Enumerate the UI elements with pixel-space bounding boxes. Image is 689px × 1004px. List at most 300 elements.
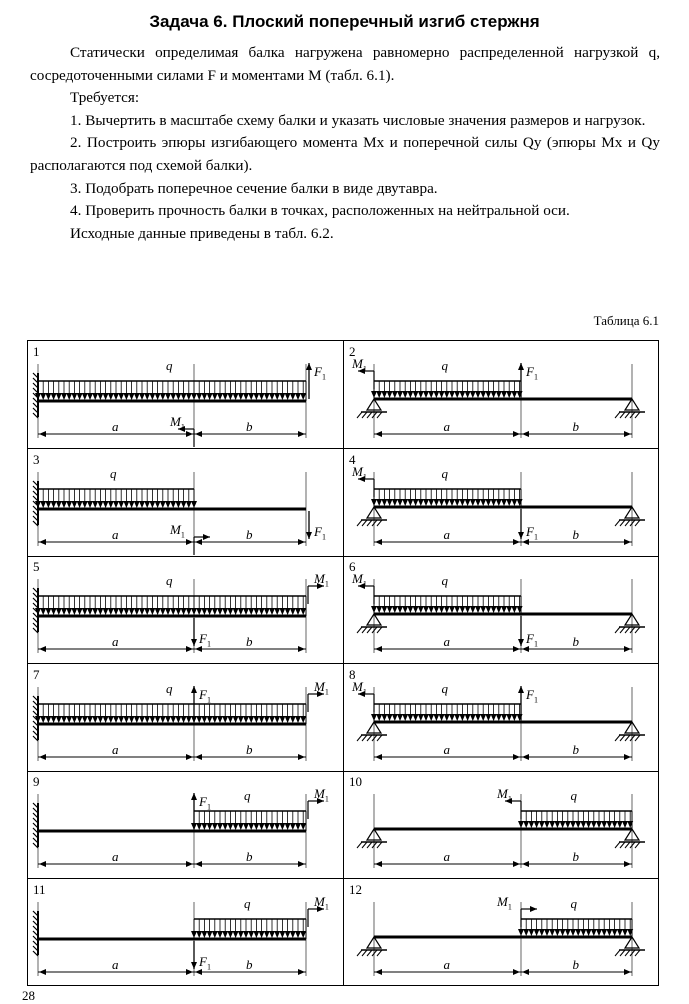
distributed-load-arrow-head <box>560 929 566 936</box>
distributed-load-arrow-head <box>407 714 413 721</box>
distributed-load-arrow-head <box>248 608 254 615</box>
support-hatch <box>377 627 382 633</box>
distributed-load-arrow-head <box>118 716 124 723</box>
distributed-load-arrow-head <box>201 716 207 723</box>
distributed-load-arrow-head <box>397 714 403 721</box>
dimension-arrow-head <box>195 431 202 437</box>
distributed-load-arrow-head <box>454 714 460 721</box>
paragraph-item-3: 3. Подобрать поперечное сечение балки в виде двутавра. <box>70 179 438 197</box>
distributed-load-arrow-head <box>113 501 119 508</box>
scheme-cell-7 <box>28 664 344 771</box>
dimension-arrow-head <box>298 431 305 437</box>
distributed-load-arrow-head <box>506 391 512 398</box>
distributed-load-arrow-head <box>40 501 46 508</box>
scheme-cell-12 <box>344 879 660 986</box>
distributed-load-arrow-head <box>517 714 523 721</box>
distributed-load-arrow-head <box>413 391 419 398</box>
distributed-load-arrow-head <box>480 606 486 613</box>
distributed-load-arrow-head <box>238 716 244 723</box>
scheme-number: 9 <box>33 774 40 790</box>
support-hatch <box>372 842 377 848</box>
distributed-load-arrow-head <box>376 606 382 613</box>
distributed-load-arrow-head <box>470 606 476 613</box>
distributed-load-arrow-head <box>295 716 301 723</box>
dimension-label-a: a <box>443 526 450 542</box>
dimension-label-a: a <box>112 849 119 865</box>
distributed-load-arrow-head <box>82 716 88 723</box>
beam-scheme-drawing <box>28 556 344 663</box>
distributed-load-arrow-head <box>491 606 497 613</box>
distributed-load-arrow-head <box>222 393 228 400</box>
distributed-load-arrow-head <box>212 393 218 400</box>
distributed-load-arrow-head <box>596 929 602 936</box>
distributed-load-arrow-head <box>97 608 103 615</box>
distributed-load-arrow-head <box>491 714 497 721</box>
distributed-load-arrow-head <box>387 391 393 398</box>
distributed-load-arrow-head <box>376 714 382 721</box>
distributed-load-arrow-head <box>475 714 481 721</box>
dimension-arrow-head <box>375 539 382 545</box>
distributed-load-arrow-head <box>71 393 77 400</box>
distributed-load-arrow-head <box>290 393 296 400</box>
distributed-load-arrow-head <box>433 714 439 721</box>
support-hatch <box>625 627 630 633</box>
distributed-load-arrow-head <box>103 501 109 508</box>
distributed-load-arrow-head <box>238 931 244 938</box>
distributed-load-arrow-head <box>207 608 213 615</box>
distributed-load-arrow-head <box>387 499 393 506</box>
distributed-load-arrow-head <box>66 608 72 615</box>
support-hatch <box>635 412 640 418</box>
distributed-load-arrow-head <box>103 608 109 615</box>
distributed-load-arrow-head <box>496 606 502 613</box>
distributed-load-arrow-head <box>444 499 450 506</box>
paragraph-item-1: 1. Вычертить в масштабе схему балки и указать числовые значения размеров и нагрузок. <box>70 111 646 129</box>
support-hatch <box>625 520 630 526</box>
support-hatch <box>635 842 640 848</box>
distributed-load-arrow-head <box>534 929 540 936</box>
dimension-arrow-head <box>624 861 631 867</box>
distributed-load-arrow-head <box>61 716 67 723</box>
scheme-number: 10 <box>349 774 362 790</box>
distributed-load-arrow-head <box>77 501 83 508</box>
distributed-load-arrow-head <box>528 929 534 936</box>
distributed-load-arrow-head <box>134 716 140 723</box>
distributed-load-arrow-head <box>207 823 213 830</box>
distributed-load-arrow-head <box>290 608 296 615</box>
distributed-load-arrow-head <box>217 823 223 830</box>
distributed-load-arrow-head <box>517 391 523 398</box>
dimension-arrow-head <box>195 861 202 867</box>
distributed-load-arrow-head <box>517 606 523 613</box>
distributed-load-arrow-head <box>470 391 476 398</box>
distributed-load-arrow-head <box>428 391 434 398</box>
support-hatch <box>377 950 382 956</box>
support-hatch <box>377 412 382 418</box>
distributed-load-arrow-head <box>418 391 424 398</box>
distributed-load-arrow-head <box>580 821 586 828</box>
scheme-cell-8 <box>344 664 660 771</box>
distributed-load-arrow-head <box>165 393 171 400</box>
distributed-load-arrow-head <box>539 821 545 828</box>
distributed-load-arrow-head <box>501 391 507 398</box>
dimension-arrow-head <box>375 969 382 975</box>
distributed-load-arrow-head <box>51 393 57 400</box>
distributed-load-arrow-head <box>397 606 403 613</box>
distributed-load-arrow-head <box>196 393 202 400</box>
support-hatch <box>367 735 372 741</box>
scheme-number: 1 <box>33 344 40 359</box>
distributed-load-arrow-head <box>144 501 150 508</box>
support-hatch <box>362 520 367 526</box>
distributed-load-arrow-head <box>217 931 223 938</box>
support-hatch <box>620 842 625 848</box>
distributed-load-arrow-head <box>222 716 228 723</box>
distributed-load-arrow-head <box>444 391 450 398</box>
distributed-load-arrow-head <box>622 821 628 828</box>
distributed-load-arrow-head <box>40 716 46 723</box>
distributed-load-arrow-head <box>139 716 145 723</box>
distributed-load-arrow-head <box>45 501 51 508</box>
distributed-load-arrow-head <box>392 391 398 398</box>
moment-label-M1: $M_1$ <box>314 894 329 912</box>
distributed-load-arrow-head <box>423 606 429 613</box>
distributed-load-arrow-head <box>517 499 523 506</box>
table-label: Таблица 6.1 <box>593 313 659 328</box>
dimension-arrow-head <box>513 969 520 975</box>
dimension-arrow-head <box>522 754 529 760</box>
scheme-number: 11 <box>33 882 46 897</box>
scheme-cell-3 <box>28 449 344 556</box>
dimension-label-a: a <box>443 957 450 972</box>
load-label-q: q <box>441 358 448 373</box>
distributed-load-arrow-head <box>397 391 403 398</box>
distributed-load-arrow-head <box>243 931 249 938</box>
distributed-load-arrow-head <box>575 929 581 936</box>
moment-label-M1: $M_1$ <box>352 463 367 482</box>
distributed-load-arrow-head <box>465 606 471 613</box>
distributed-load-arrow-head <box>470 499 476 506</box>
distributed-load-arrow-head <box>402 499 408 506</box>
distributed-load-arrow-head <box>149 501 155 508</box>
distributed-load-arrow-head <box>123 393 129 400</box>
dimension-arrow-head <box>195 754 202 760</box>
distributed-load-arrow-head <box>144 716 150 723</box>
distributed-load-arrow-head <box>40 608 46 615</box>
distributed-load-arrow-head <box>506 714 512 721</box>
distributed-load-arrow-head <box>212 931 218 938</box>
distributed-load-arrow-head <box>544 821 550 828</box>
moment-label-M1: $M_1$ <box>497 786 512 804</box>
distributed-load-arrow-head <box>149 608 155 615</box>
distributed-load-arrow-head <box>160 501 166 508</box>
force-label-F1: $F_1$ <box>199 794 211 812</box>
distributed-load-arrow-head <box>160 393 166 400</box>
distributed-load-arrow-head <box>113 716 119 723</box>
distributed-load-arrow-head <box>227 716 233 723</box>
distributed-load-arrow-head <box>118 608 124 615</box>
distributed-load-arrow-head <box>248 823 254 830</box>
distributed-load-arrow-head <box>77 393 83 400</box>
moment-label-M1: $M_1$ <box>170 414 185 432</box>
force-label-F1: $F_1$ <box>526 631 538 649</box>
distributed-load-arrow-head <box>51 716 57 723</box>
support-hatch <box>635 735 640 741</box>
distributed-load-arrow-head <box>392 499 398 506</box>
distributed-load-arrow-head <box>160 608 166 615</box>
distributed-load-arrow-head <box>92 716 98 723</box>
distributed-load-arrow-head <box>108 393 114 400</box>
distributed-load-arrow-head <box>279 608 285 615</box>
distributed-load-arrow-head <box>449 499 455 506</box>
dimension-arrow-head <box>39 646 46 652</box>
force-label-F1: $F_1$ <box>526 686 538 705</box>
distributed-load-arrow-head <box>170 393 176 400</box>
distributed-load-arrow-head <box>274 608 280 615</box>
moment-label-M1: $M_1$ <box>314 786 329 804</box>
distributed-load-arrow-head <box>196 608 202 615</box>
distributed-load-arrow-head <box>212 716 218 723</box>
support-hatch <box>620 627 625 633</box>
dimension-arrow-head <box>39 969 46 975</box>
beam-scheme-drawing <box>28 341 344 448</box>
distributed-load-arrow-head <box>149 716 155 723</box>
distributed-load-arrow-head <box>413 499 419 506</box>
distributed-load-arrow-head <box>560 821 566 828</box>
distributed-load-arrow-head <box>586 821 592 828</box>
distributed-load-arrow-head <box>113 608 119 615</box>
scheme-cell-4 <box>344 449 660 556</box>
distributed-load-arrow-head <box>454 391 460 398</box>
dimension-arrow-head <box>522 861 529 867</box>
distributed-load-arrow-head <box>300 716 306 723</box>
distributed-load-arrow-head <box>108 716 114 723</box>
distributed-load-arrow-head <box>300 823 306 830</box>
distributed-load-arrow-head <box>591 929 597 936</box>
distributed-load-arrow-head <box>423 714 429 721</box>
distributed-load-arrow-head <box>381 499 387 506</box>
distributed-load-arrow-head <box>77 716 83 723</box>
distributed-load-arrow-head <box>300 608 306 615</box>
dimension-arrow-head <box>624 431 631 437</box>
dimension-label-b: b <box>246 741 253 757</box>
scheme-number: 12 <box>349 882 362 897</box>
distributed-load-arrow-head <box>285 823 291 830</box>
dimension-label-a: a <box>443 741 450 757</box>
distributed-load-arrow-head <box>387 714 393 721</box>
distributed-load-arrow-head <box>123 608 129 615</box>
distributed-load-arrow-head <box>253 608 259 615</box>
distributed-load-arrow-head <box>217 608 223 615</box>
scheme-number: 2 <box>349 344 356 359</box>
distributed-load-arrow-head <box>459 391 465 398</box>
dimension-arrow-head <box>186 861 193 867</box>
support-hatch <box>362 950 367 956</box>
force-label-F1: $F_1$ <box>526 523 538 542</box>
distributed-load-arrow-head <box>259 931 265 938</box>
distributed-load-arrow-head <box>433 606 439 613</box>
support-hatch <box>625 412 630 418</box>
distributed-load-arrow-head <box>248 931 254 938</box>
scheme-number: 7 <box>33 666 40 682</box>
distributed-load-arrow-head <box>207 716 213 723</box>
support-hatch <box>635 520 640 526</box>
support-hatch <box>377 842 382 848</box>
distributed-load-arrow-head <box>264 608 270 615</box>
paragraph-source: Исходные данные приведены в табл. 6.2. <box>70 224 334 242</box>
distributed-load-arrow-head <box>264 716 270 723</box>
dimension-arrow-head <box>39 431 46 437</box>
support-hatch <box>357 520 362 526</box>
distributed-load-arrow-head <box>381 391 387 398</box>
distributed-load-arrow-head <box>129 716 135 723</box>
moment-arrow-head <box>530 906 537 912</box>
distributed-load-arrow-head <box>480 499 486 506</box>
distributed-load-arrow-head <box>233 608 239 615</box>
support-hatch <box>357 950 362 956</box>
support-hatch <box>625 950 630 956</box>
distributed-load-arrow-head <box>170 716 176 723</box>
force-label-F1: $F_1$ <box>199 686 211 705</box>
distributed-load-arrow-head <box>392 714 398 721</box>
distributed-load-arrow-head <box>155 608 161 615</box>
dimension-label-b: b <box>572 526 579 542</box>
page-number: 28 <box>22 988 35 1003</box>
distributed-load-arrow-head <box>622 929 628 936</box>
support-hatch <box>367 950 372 956</box>
distributed-load-arrow-head <box>82 501 88 508</box>
distributed-load-arrow-head <box>259 823 265 830</box>
distributed-load-arrow-head <box>295 608 301 615</box>
load-label-q: q <box>166 358 173 373</box>
support-hatch <box>362 842 367 848</box>
distributed-load-arrow-head <box>51 608 57 615</box>
beam-scheme-drawing <box>28 664 344 771</box>
dimension-label-a: a <box>112 634 119 650</box>
distributed-load-arrow-head <box>549 929 555 936</box>
distributed-load-arrow-head <box>591 821 597 828</box>
distributed-load-arrow-head <box>423 391 429 398</box>
support-hatch <box>635 627 640 633</box>
distributed-load-arrow-head <box>449 606 455 613</box>
distributed-load-arrow-head <box>480 714 486 721</box>
dimension-label-b: b <box>572 634 579 650</box>
dimension-arrow-head <box>513 861 520 867</box>
distributed-load-arrow-head <box>617 929 623 936</box>
distributed-load-arrow-head <box>181 608 187 615</box>
distributed-load-arrow-head <box>56 716 62 723</box>
distributed-load-arrow-head <box>201 393 207 400</box>
support-hatch <box>367 842 372 848</box>
distributed-load-arrow-head <box>544 929 550 936</box>
distributed-load-arrow-head <box>253 931 259 938</box>
distributed-load-arrow-head <box>92 393 98 400</box>
dimension-label-a: a <box>112 741 119 757</box>
support-hatch <box>362 735 367 741</box>
distributed-load-arrow-head <box>606 821 612 828</box>
dimension-arrow-head <box>39 861 46 867</box>
support-hatch <box>615 735 620 741</box>
distributed-load-arrow-head <box>134 393 140 400</box>
distributed-load-arrow-head <box>253 393 259 400</box>
scheme-number: 5 <box>33 559 40 575</box>
distributed-load-arrow-head <box>87 501 93 508</box>
dimension-label-b: b <box>572 741 579 757</box>
distributed-load-arrow-head <box>376 499 382 506</box>
distributed-load-arrow-head <box>274 931 280 938</box>
distributed-load-arrow-head <box>475 499 481 506</box>
distributed-load-arrow-head <box>175 608 181 615</box>
distributed-load-arrow-head <box>129 608 135 615</box>
support-hatch <box>630 950 635 956</box>
distributed-load-arrow-head <box>423 499 429 506</box>
distributed-load-arrow-head <box>181 393 187 400</box>
distributed-load-arrow-head <box>418 606 424 613</box>
distributed-load-arrow-head <box>144 393 150 400</box>
distributed-load-arrow-head <box>381 606 387 613</box>
distributed-load-arrow-head <box>181 716 187 723</box>
scheme-cell-1 <box>28 341 344 448</box>
distributed-load-arrow-head <box>97 716 103 723</box>
distributed-load-arrow-head <box>170 608 176 615</box>
support-hatch <box>367 627 372 633</box>
distributed-load-arrow-head <box>565 929 571 936</box>
dimension-label-b: b <box>246 419 253 434</box>
force-label-F1: $F_1$ <box>526 364 538 382</box>
load-label-q: q <box>441 573 448 589</box>
dimension-arrow-head <box>298 969 305 975</box>
support-hatch <box>367 412 372 418</box>
load-label-q: q <box>166 573 173 589</box>
dimension-label-b: b <box>246 634 253 650</box>
dimension-label-a: a <box>443 419 450 434</box>
dimension-arrow-head <box>39 539 46 545</box>
support-hatch <box>357 412 362 418</box>
support-hatch <box>372 735 377 741</box>
support-hatch <box>357 842 362 848</box>
distributed-load-arrow-head <box>290 931 296 938</box>
distributed-load-arrow-head <box>523 821 529 828</box>
distributed-load-arrow-head <box>491 499 497 506</box>
distributed-load-arrow-head <box>259 608 265 615</box>
dimension-arrow-head <box>39 754 46 760</box>
distributed-load-arrow-head <box>175 501 181 508</box>
distributed-load-arrow-head <box>601 929 607 936</box>
distributed-load-arrow-head <box>217 393 223 400</box>
support-hatch <box>630 735 635 741</box>
distributed-load-arrow-head <box>222 608 228 615</box>
beam-scheme-drawing <box>344 556 660 663</box>
distributed-load-arrow-head <box>485 714 491 721</box>
distributed-load-arrow-head <box>554 821 560 828</box>
distributed-load-arrow-head <box>139 501 145 508</box>
support-hatch <box>357 735 362 741</box>
distributed-load-arrow-head <box>444 606 450 613</box>
distributed-load-arrow-head <box>103 716 109 723</box>
distributed-load-arrow-head <box>253 823 259 830</box>
distributed-load-arrow-head <box>82 608 88 615</box>
distributed-load-arrow-head <box>253 716 259 723</box>
distributed-load-arrow-head <box>402 714 408 721</box>
distributed-load-arrow-head <box>449 714 455 721</box>
moment-label-M1: $M_1$ <box>314 678 329 697</box>
scheme-cell-6 <box>344 556 660 663</box>
distributed-load-arrow-head <box>565 821 571 828</box>
distributed-load-arrow-head <box>601 821 607 828</box>
distributed-load-arrow-head <box>528 821 534 828</box>
distributed-load-arrow-head <box>300 931 306 938</box>
distributed-load-arrow-head <box>418 499 424 506</box>
